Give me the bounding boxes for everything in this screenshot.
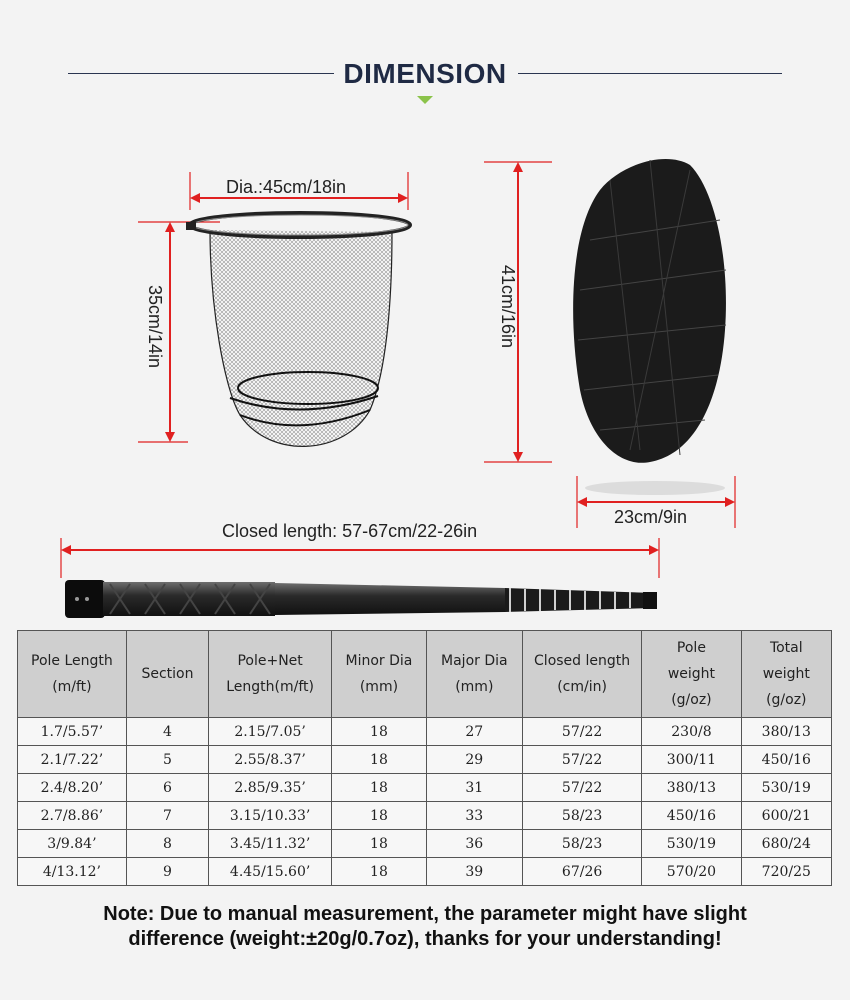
- table-cell: 530/19: [741, 774, 831, 802]
- table-header-cell: [126, 631, 208, 718]
- table-cell: 2.85/9.35’: [209, 774, 332, 802]
- table-row: [18, 746, 832, 774]
- table-cell: 300/11: [642, 746, 741, 774]
- table-header-row: [18, 631, 832, 718]
- table-cell: 4: [126, 718, 208, 746]
- table-row: [18, 718, 832, 746]
- table-cell: 4/13.12’: [18, 858, 127, 886]
- table-cell: 530/19: [642, 830, 741, 858]
- table-cell: 380/13: [741, 718, 831, 746]
- table-cell: 31: [426, 774, 522, 802]
- table-row: [18, 802, 832, 830]
- table-cell: 450/16: [642, 802, 741, 830]
- table-cell: 33: [426, 802, 522, 830]
- table-cell: 1.7/5.57’: [18, 718, 127, 746]
- note-line-1: Note: Due to manual measurement, the parameter might have slight: [103, 903, 747, 925]
- table-cell: 29: [426, 746, 522, 774]
- chevron-down-icon: [417, 96, 433, 105]
- table-header-text: Minor Dia: [345, 653, 413, 669]
- table-row: [18, 774, 832, 802]
- note-line-2: difference (weight:±20g/0.7oz), thanks for your understanding!: [128, 928, 722, 950]
- table-header-text: (g/oz): [671, 692, 712, 708]
- table-cell: 380/13: [642, 774, 741, 802]
- table-cell: 4.45/15.60’: [209, 858, 332, 886]
- table-cell: 36: [426, 830, 522, 858]
- net-diameter-label: Dia.:45cm/18in: [226, 177, 347, 197]
- table-header-text: Pole Length: [31, 653, 113, 669]
- table-cell: 600/21: [741, 802, 831, 830]
- table-cell: 5: [126, 746, 208, 774]
- table-header-text: Major Dia: [441, 653, 508, 669]
- table-header-text: Total: [769, 640, 803, 656]
- table-row: [18, 830, 832, 858]
- table-header-cell: [522, 631, 641, 718]
- table-cell: 3/9.84’: [18, 830, 127, 858]
- table-header-cell: [426, 631, 522, 718]
- table-header-text: (mm): [455, 679, 494, 695]
- table-header-text: Length(m/ft): [226, 679, 314, 695]
- table-cell: 57/22: [522, 718, 641, 746]
- closed-length-label: Closed length: 57-67cm/22-26in: [222, 521, 478, 541]
- closed-pole-illustration: [55, 530, 675, 625]
- table-cell: 57/22: [522, 774, 641, 802]
- table-cell: 58/23: [522, 830, 641, 858]
- table-cell: 2.1/7.22’: [18, 746, 127, 774]
- table-cell: 230/8: [642, 718, 741, 746]
- table-header-cell: [332, 631, 427, 718]
- table-header-cell: [18, 631, 127, 718]
- table-cell: 39: [426, 858, 522, 886]
- table-cell: 720/25: [741, 858, 831, 886]
- table-cell: 450/16: [741, 746, 831, 774]
- table-header-text: Closed length: [534, 653, 631, 669]
- table-cell: 18: [332, 774, 427, 802]
- table-cell: 2.15/7.05’: [209, 718, 332, 746]
- table-cell: 2.4/8.20’: [18, 774, 127, 802]
- table-cell: 8: [126, 830, 208, 858]
- table-header-cell: [209, 631, 332, 718]
- table-header-cell: [642, 631, 741, 718]
- table-cell: 3.15/10.33’: [209, 802, 332, 830]
- table-cell: 18: [332, 802, 427, 830]
- table-header-text: (m/ft): [52, 679, 92, 695]
- table-cell: 7: [126, 802, 208, 830]
- folded-net-illustration: [480, 150, 750, 540]
- table-cell: 570/20: [642, 858, 741, 886]
- table-cell: 18: [332, 746, 427, 774]
- table-cell: 57/22: [522, 746, 641, 774]
- table-cell: 58/23: [522, 802, 641, 830]
- table-header-text: weight: [667, 666, 716, 682]
- table-cell: 6: [126, 774, 208, 802]
- table-cell: 67/26: [522, 858, 641, 886]
- folded-height-label: 41cm/16in: [498, 265, 518, 349]
- table-cell: 2.7/8.86’: [18, 802, 127, 830]
- table-header-cell: [741, 631, 831, 718]
- spec-table-body: [18, 718, 832, 886]
- table-header-text: Pole: [676, 640, 706, 656]
- page-title: DIMENSION: [0, 58, 850, 90]
- net-depth-label: 35cm/14in: [145, 285, 165, 369]
- table-cell: 680/24: [741, 830, 831, 858]
- table-row: [18, 858, 832, 886]
- table-cell: 27: [426, 718, 522, 746]
- table-header-text: Pole+Net: [237, 653, 303, 669]
- table-header-text: (mm): [359, 679, 399, 695]
- table-cell: 2.55/8.37’: [209, 746, 332, 774]
- note: [0, 902, 850, 952]
- table-cell: 18: [332, 718, 427, 746]
- table-cell: 3.45/11.32’: [209, 830, 332, 858]
- table-cell: 9: [126, 858, 208, 886]
- open-net-illustration: [130, 160, 430, 460]
- table-header-text: Section: [141, 666, 194, 682]
- folded-width-label: 23cm/9in: [614, 507, 688, 527]
- table-cell: 18: [332, 830, 427, 858]
- table-header-text: weight: [762, 666, 810, 682]
- table-header-text: (g/oz): [766, 692, 807, 708]
- table-cell: 18: [332, 858, 427, 886]
- table-header-text: (cm/in): [557, 679, 607, 695]
- spec-table: [17, 630, 832, 886]
